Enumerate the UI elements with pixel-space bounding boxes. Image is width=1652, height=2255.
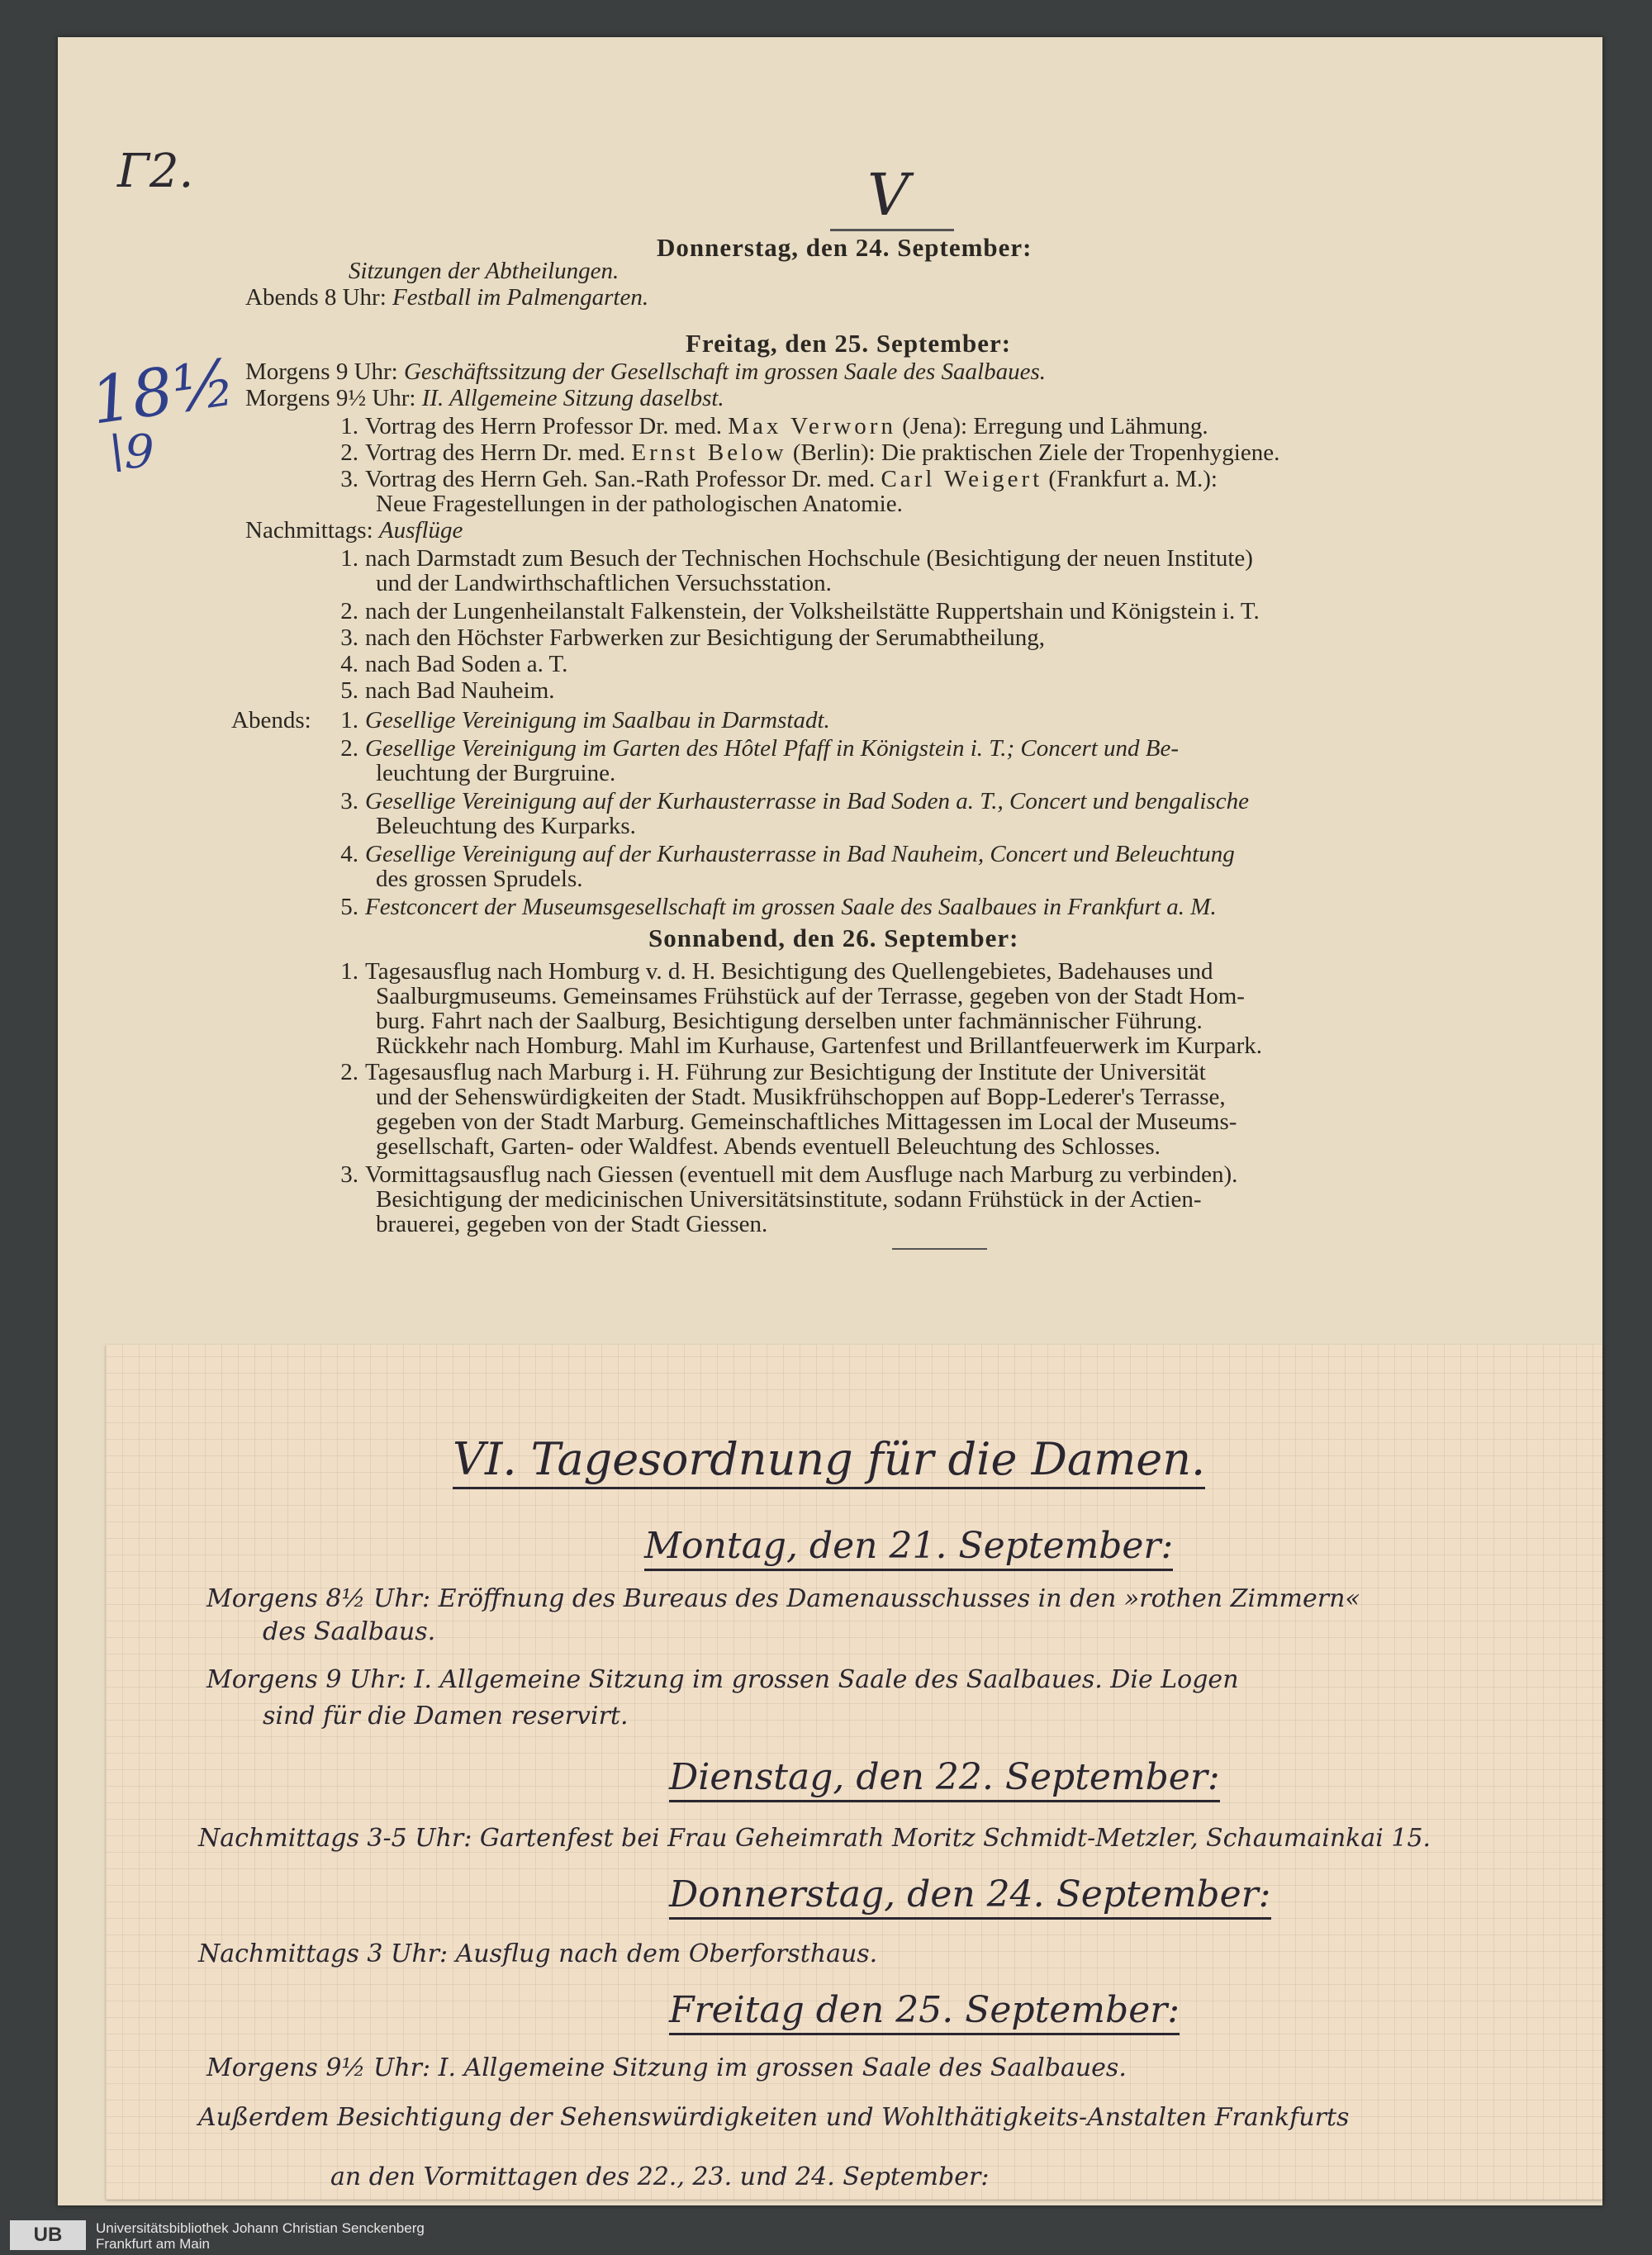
note-tuesday-heading: Dienstag, den 22. September: <box>669 1756 1220 1802</box>
talk-2-name: Ernst Below <box>631 439 787 466</box>
saturday-1-num: 1. <box>340 958 358 985</box>
margin-mark-top-left: Γ2. <box>117 145 194 198</box>
trip-1-num: 1. <box>340 545 358 572</box>
afternoon-title: Ausflüge <box>378 517 463 544</box>
evening-label: Abends: <box>231 707 311 733</box>
evening-3 <box>330 788 1249 814</box>
note-thursday-heading: Donnerstag, den 24. September: <box>669 1873 1271 1920</box>
section-end-rule <box>892 1248 987 1250</box>
note-friday-line-1: Morgens 9½ Uhr: I. Allgemeine Sitzung im grossen Saale des Saalbaues. <box>206 2053 1127 2082</box>
note-tuesday-line-1: Nachmittags 3-5 Uhr: Gartenfest bei Frau Geheimrath Moritz Schmidt-Metzler, Schaumainkai 15. <box>198 1824 1431 1853</box>
trip-5-num: 5. <box>340 677 358 704</box>
talk-1 <box>330 413 1208 439</box>
talk-3-pre: Vortrag des Herrn Geh. San.-Rath Professor Dr. med. <box>365 466 876 492</box>
friday-m1-time: Morgens 9 Uhr: <box>245 358 398 385</box>
evening-2-num: 2. <box>340 735 358 762</box>
library-footer <box>0 2214 1652 2255</box>
saturday-1-l3: burg. Fahrt nach der Saalburg, Besichtigung derselben unter fachmännischer Führung. <box>376 1008 1203 1034</box>
evening-5 <box>330 894 1217 920</box>
ub-logo: UB <box>10 2220 86 2250</box>
margin-blue-letter: \9 <box>109 425 154 479</box>
trip-2-text: nach der Lungenheilanstalt Falkenstein, der Volksheilstätte Ruppertshain und Königstein i. T. <box>365 598 1260 624</box>
saturday-2-text: Tagesausflug nach Marburg i. H. Führung zur Besichtigung der Institute der Universität <box>365 1059 1206 1085</box>
trip-3-text: nach den Höchster Farbwerken zur Besichtigung der Serumabtheilung, <box>365 624 1046 651</box>
saturday-3-num: 3. <box>340 1161 358 1188</box>
note-monday-line-4: sind für die Damen reservirt. <box>263 1702 629 1730</box>
trip-5 <box>330 677 555 704</box>
evening-1-text: Gesellige Vereinigung im Saalbau in Darmstadt. <box>365 707 830 733</box>
evening-4-num: 4. <box>340 841 358 867</box>
saturday-2-l4: gesellschaft, Garten- oder Waldfest. Abends eventuell Beleuchtung des Schlosses. <box>376 1133 1161 1160</box>
saturday-3-l3: brauerei, gegeben von der Stadt Giessen. <box>376 1211 768 1237</box>
trip-1 <box>330 545 1253 572</box>
document-page <box>58 37 1602 2205</box>
trip-1-cont: und der Landwirthschaftlichen Versuchsstation. <box>376 570 832 596</box>
talk-3-continued: Neue Fragestellungen in der pathologischen Anatomie. <box>376 491 903 517</box>
evening-2 <box>330 735 1179 762</box>
friday-m1-event: Geschäftssitzung der Gesellschaft im grossen Saale des Saalbaues. <box>403 358 1047 385</box>
saturday-3-l2: Besichtigung der medicinischen Universitätsinstitute, sodann Frühstück in der Actien- <box>376 1186 1202 1213</box>
friday-m2-event: II. Allgemeine Sitzung daselbst. <box>421 385 724 411</box>
saturday-1-l2: Saalburgmuseums. Gemeinsames Frühstück auf der Terrasse, gegeben von der Stadt Hom- <box>376 983 1245 1009</box>
trip-4-text: nach Bad Soden a. T. <box>365 651 568 677</box>
afternoon-label: Nachmittags: <box>245 517 373 544</box>
talk-1-name: Max Verworn <box>728 413 896 439</box>
friday-m2-time: Morgens 9½ Uhr: <box>245 385 416 411</box>
trip-2-num: 2. <box>340 598 358 624</box>
note-friday-heading: Freitag den 25. September: <box>669 1989 1180 2035</box>
library-name <box>96 2220 425 2252</box>
evening-1 <box>330 707 830 733</box>
friday-morning-2 <box>245 385 724 411</box>
note-monday-line-2: des Saalbaus. <box>263 1617 436 1646</box>
evening-3-num: 3. <box>340 788 358 814</box>
note-monday-heading: Montag, den 21. September: <box>644 1525 1173 1571</box>
friday-heading: Freitag, den 25. September: <box>686 329 1012 358</box>
note-thursday-line-1: Nachmittags 3 Uhr: Ausflug nach dem Oberforsthaus. <box>198 1939 878 1968</box>
saturday-1-text: Tagesausflug nach Homburg v. d. H. Besichtigung des Quellengebietes, Badehauses und <box>365 958 1213 985</box>
library-name-line-2: Frankfurt am Main <box>96 2236 210 2252</box>
evening-5-text: Festconcert der Museumsgesellschaft im grossen Saale des Saalbaues in Frankfurt a. M. <box>365 894 1217 920</box>
saturday-2-num: 2. <box>340 1059 358 1085</box>
library-name-line-1: Universitätsbibliothek Johann Christian Senckenberg <box>96 2220 425 2236</box>
saturday-2-l2: und der Sehenswürdigkeiten der Stadt. Musikfrühschoppen auf Bopp-Lederer's Terrasse, <box>376 1084 1226 1110</box>
note-friday-line-3: an den Vormittagen des 22., 23. und 24. September: <box>330 2162 990 2191</box>
talk-2-num: 2. <box>340 439 358 466</box>
saturday-2 <box>330 1059 1206 1085</box>
evening-4-text: Gesellige Vereinigung auf der Kurhausterrasse in Bad Nauheim, Concert und Beleuchtung <box>365 841 1235 867</box>
talk-2-pre: Vortrag des Herrn Dr. med. <box>365 439 626 466</box>
saturday-3 <box>330 1161 1237 1188</box>
numeral-underline <box>830 229 954 231</box>
evening-4-cont: des grossen Sprudels. <box>376 866 583 892</box>
evening-1-num: 1. <box>340 707 358 733</box>
evening-3-cont: Beleuchtung des Kurparks. <box>376 813 636 839</box>
thursday-line-1: Sitzungen der Abtheilungen. <box>349 258 620 284</box>
friday-morning-1 <box>245 358 1046 385</box>
talk-1-num: 1. <box>340 413 358 439</box>
note-title: VI. Tagesordnung für die Damen. <box>453 1433 1205 1489</box>
evening-2-cont: leuchtung der Burgruine. <box>376 760 616 786</box>
trip-2 <box>330 598 1260 624</box>
talk-3 <box>330 466 1218 492</box>
roman-numeral-mark: V <box>867 161 909 229</box>
trip-5-text: nach Bad Nauheim. <box>365 677 555 704</box>
talk-1-pre: Vortrag des Herrn Professor Dr. med. <box>365 413 722 439</box>
saturday-3-text: Vormittagsausflug nach Giessen (eventuell mit dem Ausfluge nach Marburg zu verbinden). <box>365 1161 1238 1188</box>
thursday-line-2 <box>245 284 648 311</box>
trip-3-num: 3. <box>340 624 358 651</box>
note-friday-line-2: Außerdem Besichtigung der Sehenswürdigkeiten und Wohlthätigkeits-Anstalten Frankfurts <box>198 2103 1350 2132</box>
evening-5-num: 5. <box>340 894 358 920</box>
talk-3-num: 3. <box>340 466 358 492</box>
trip-3 <box>330 624 1045 651</box>
trip-4 <box>330 651 567 677</box>
saturday-2-l3: gegeben von der Stadt Marburg. Gemeinschaftliches Mittagessen im Local der Museums- <box>376 1109 1237 1135</box>
margin-blue-number: 18½ <box>86 345 240 439</box>
saturday-1-l4: Rückkehr nach Homburg. Mahl im Kurhause, Gartenfest und Brillantfeuerwerk im Kurpark. <box>376 1033 1262 1059</box>
evening-3-text: Gesellige Vereinigung auf der Kurhausterrasse in Bad Soden a. T., Concert und bengalische <box>365 788 1249 814</box>
thursday-event: Festball im Palmengarten. <box>392 284 649 311</box>
saturday-heading: Sonnabend, den 26. September: <box>648 923 1019 952</box>
note-monday-line-1: Morgens 8½ Uhr: Eröffnung des Bureaus des Damenausschusses in den »rothen Zimmern« <box>206 1584 1360 1613</box>
talk-3-name: Carl Weigert <box>881 466 1043 492</box>
thursday-time: Abends 8 Uhr: <box>245 284 387 311</box>
note-monday-line-3: Morgens 9 Uhr: I. Allgemeine Sitzung im grossen Saale des Saalbaues. Die Logen <box>206 1665 1239 1694</box>
evening-4 <box>330 841 1235 867</box>
thursday-heading: Donnerstag, den 24. September: <box>657 233 1032 262</box>
trip-1-text: nach Darmstadt zum Besuch der Technischen Hochschule (Besichtigung der neuen Institute) <box>365 545 1253 572</box>
handwritten-note <box>106 1345 1602 2200</box>
talk-2 <box>330 439 1279 466</box>
evening-2-text: Gesellige Vereinigung im Garten des Hôtel Pfaff in Königstein i. T.; Concert und Be- <box>365 735 1180 762</box>
talk-3-post: (Frankfurt a. M.): <box>1048 466 1218 492</box>
afternoon-line <box>245 517 463 544</box>
talk-2-post: (Berlin): Die praktischen Ziele der Tropenhygiene. <box>792 439 1280 466</box>
talk-1-post: (Jena): Erregung und Lähmung. <box>902 413 1208 439</box>
saturday-1 <box>330 958 1213 985</box>
trip-4-num: 4. <box>340 651 358 677</box>
